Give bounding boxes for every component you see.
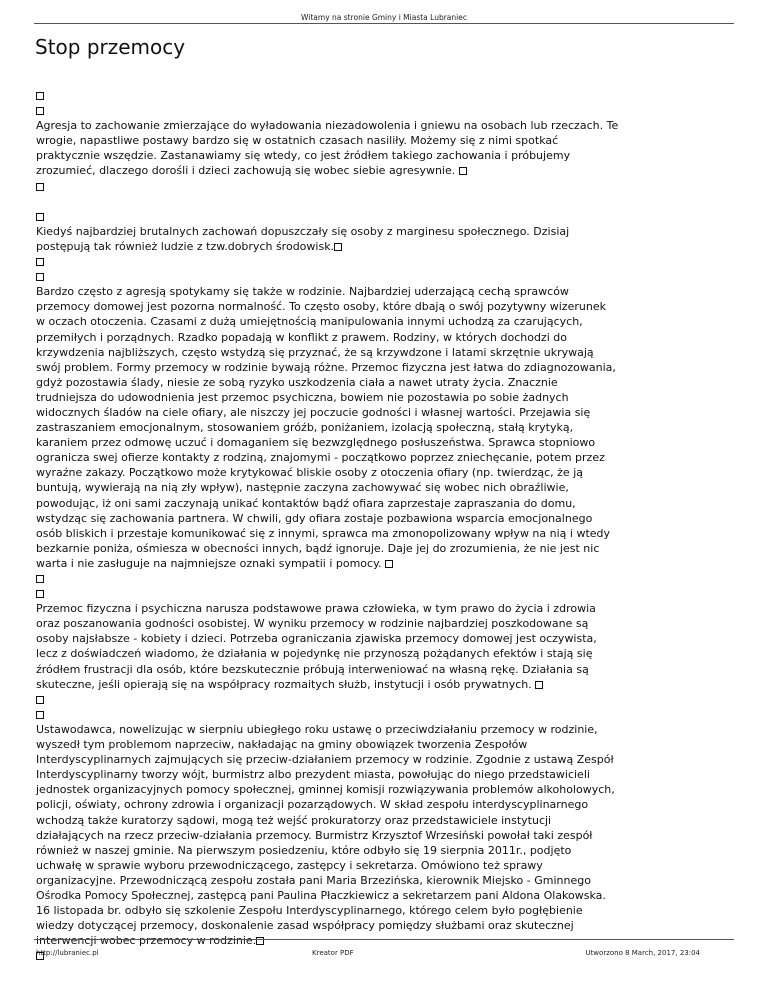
article-line bbox=[36, 360, 732, 375]
missing-glyph-box-icon bbox=[36, 575, 44, 583]
article-line-text: również w naszej gminie. Na pierwszym posiedzeniu, które odbyło się 19 sierpnia 2011r., podjęto bbox=[36, 843, 572, 857]
article-line bbox=[36, 314, 732, 329]
missing-glyph-box-icon bbox=[36, 258, 44, 266]
article-line-text: buntują, wywierają na nią zły wpływ), następnie zaczyna zachowywać się wobec nich obraźliwie, bbox=[36, 481, 569, 495]
article-body bbox=[36, 88, 732, 963]
article-line bbox=[36, 194, 732, 209]
missing-glyph-box-icon bbox=[385, 560, 393, 568]
article-line-text: ogranicza swej ofierze kontakty z rodziną, znajomymi - początkowo poprzez zniechęcanie, potem przez bbox=[36, 451, 605, 465]
article-line-text: Agresja to zachowanie zmierzające do wyładowania niezadowolenia i gniewu na osobach lub rzeczach. Te bbox=[36, 119, 619, 133]
article-line-text: interwencji wobec przemocy w rodzinie. bbox=[36, 934, 257, 948]
article-line bbox=[36, 873, 732, 888]
article-line bbox=[36, 541, 732, 556]
article-line bbox=[36, 103, 732, 118]
missing-glyph-box-icon bbox=[36, 590, 44, 598]
article-line bbox=[36, 752, 732, 767]
article-line-text: powodując, iż oni sami zaczynają unikać kontaktów bądź ofiara zaprzestaje zapraszania do domu, bbox=[36, 496, 576, 510]
article-line-text: widocznych śladów na ciele ofiary, ale niszczy jej poczucie godności i własnej wartości. Przejawia się bbox=[36, 405, 591, 419]
article-line bbox=[36, 269, 732, 284]
article-line-text: wyszedł tym problemom naprzeciw, nakładając na gminy obowiązek tworzenia Zespołów bbox=[36, 738, 528, 752]
article-line bbox=[36, 858, 732, 873]
article-line bbox=[36, 843, 732, 858]
header-divider bbox=[34, 23, 734, 24]
article-line bbox=[36, 179, 732, 194]
footer-created-date: Utworzono 8 March, 2017, 23:04 bbox=[585, 949, 700, 957]
article-line bbox=[36, 556, 732, 571]
article-line bbox=[36, 631, 732, 646]
article-line bbox=[36, 299, 732, 314]
article-line-text: zrozumieć, dlaczego dorośli i dzieci zachowują się wobec siebie agresywnie. bbox=[36, 164, 459, 178]
article-line bbox=[36, 677, 732, 692]
footer-divider bbox=[34, 939, 734, 940]
article-line bbox=[36, 330, 732, 345]
article-line-text: policji, oświaty, ochrony zdrowia i organizacji pozarządowych. W skład zespołu interdyscyplinarnego bbox=[36, 798, 589, 812]
missing-glyph-box-icon bbox=[36, 273, 44, 281]
missing-glyph-box-icon bbox=[36, 183, 44, 191]
article-line bbox=[36, 903, 732, 918]
article-line bbox=[36, 933, 732, 948]
article-line-text: wyraźne zakazy. Początkowo może krytykować bliskie osoby z otoczenia ofiary (np. twierdząc, że ją bbox=[36, 466, 583, 480]
missing-glyph-box-icon bbox=[334, 243, 342, 251]
article-line-text: praktycznie wszędzie. Zastanawiamy się wtedy, co jest źródłem takiego zachowania i próbujemy bbox=[36, 149, 571, 163]
article-line-text: 16 listopada br. odbyło się szkolenie Zespołu Interdyscyplinarnego, którego celem było pogłębienie bbox=[36, 904, 583, 918]
article-line bbox=[36, 345, 732, 360]
missing-glyph-box-icon bbox=[36, 696, 44, 704]
article-line-text: wiedzy dotyczącej przemocy, doskonalenie zasad współpracy pomiędzy służbami oraz skutecznej bbox=[36, 919, 574, 933]
article-line-text: wrogie, napastliwe postawy bardzo się w ostatnich czasach nasiliły. Możemy się z nimi spotkać bbox=[36, 134, 559, 148]
article-line bbox=[36, 88, 732, 103]
article-line-text: lecz z doświadczeń wiadomo, że działania w pojedynkę nie przynoszą pożądanych efektów i stają się bbox=[36, 647, 593, 661]
missing-glyph-box-icon bbox=[535, 681, 543, 689]
article-line-text: źródłem frustracji dla osób, które bezskutecznie próbują interweniować na własną rękę. Działania są bbox=[36, 662, 589, 676]
article-line bbox=[36, 692, 732, 707]
article-line-text: skuteczne, jeśli opierają się na współpracy rozmaitych służb, instytucji i osób prywatnych. bbox=[36, 677, 536, 691]
article-line bbox=[36, 888, 732, 903]
article-line bbox=[36, 646, 732, 661]
article-line bbox=[36, 918, 732, 933]
article-line-text: Bardzo często z agresją spotykamy się także w rodzinie. Najbardziej uderzającą cechą sprawców bbox=[36, 285, 569, 299]
footer-url[interactable]: http://lubraniec.pl bbox=[36, 949, 99, 957]
article-line-text: Kiedyś najbardziej brutalnych zachowań dopuszczały się osoby z marginesu społecznego. Dzisiaj bbox=[36, 224, 570, 238]
article-line-text: zastraszaniem emocjonalnym, stosowaniem gróźb, poniżaniem, izolacją społeczną, stałą krytyką, bbox=[36, 421, 574, 435]
article-line bbox=[36, 209, 732, 224]
article-line-text: wstydząc się zachowania partnera. W chwili, gdy ofiara zostaje pozbawiona wsparcia emocjonalnego bbox=[36, 511, 593, 525]
article-line bbox=[36, 722, 732, 737]
article-line-text: wchodzą także kuratorzy sądowi, mogą też wejść prokuratorzy oraz przedstawiciele instytucji bbox=[36, 813, 552, 827]
article-line bbox=[36, 420, 732, 435]
article-line bbox=[36, 465, 732, 480]
article-line-text: uchwałę w sprawie wyboru przewodniczącego, zastępcy i sekretarza. Omówiono też sprawy bbox=[36, 858, 543, 872]
article-line-text: oraz poszanowania godności osobistej. W wyniku przemocy w rodzinie najbardziej poszkodowane są bbox=[36, 617, 589, 631]
article-line bbox=[36, 813, 732, 828]
article-line bbox=[36, 767, 732, 782]
article-line bbox=[36, 707, 732, 722]
article-line bbox=[36, 496, 732, 511]
article-line bbox=[36, 405, 732, 420]
article-line bbox=[36, 284, 732, 299]
missing-glyph-box-icon bbox=[36, 107, 44, 115]
missing-glyph-box-icon bbox=[36, 92, 44, 100]
article-line bbox=[36, 450, 732, 465]
article-line bbox=[36, 375, 732, 390]
article-line bbox=[36, 828, 732, 843]
article-line-text: jednostek organizacyjnych pomocy społecznej, gminnej komisji rozwiązywania problemów alkoholowych, bbox=[36, 783, 615, 797]
article-line-text: trudniejsza do udowodnienia jest przemoc psychiczna, bowiem nie pozostawia po sobie żadnych bbox=[36, 390, 569, 404]
article-line bbox=[36, 239, 732, 254]
article-line bbox=[36, 435, 732, 450]
article-line-text: krzywdzenia najbliższych, często wstydzą się przyznać, że są krzywdzone i latami skrzętnie ukrywają bbox=[36, 345, 594, 359]
article-line bbox=[36, 737, 732, 752]
article-line bbox=[36, 390, 732, 405]
article-line bbox=[36, 571, 732, 586]
article-line bbox=[36, 511, 732, 526]
article-line-text: Interdyscyplinarnych zajmujących się przeciw-działaniem przemocy w rodzinie. Zgodnie z ustawą Zespół bbox=[36, 753, 614, 767]
article-line-text: organizacyjne. Przewodniczącą zespołu została pani Maria Brzezińska, kierownik Miejsko - Gminnego bbox=[36, 873, 591, 887]
article-line-text: gdyż pozostawia ślady, niesie ze sobą ryzyko uszkodzenia ciała a nawet utraty życia. Znacznie bbox=[36, 375, 558, 389]
article-line bbox=[36, 480, 732, 495]
article-line bbox=[36, 586, 732, 601]
article-line-text: Ośrodka Pomocy Społecznej, zastępcą pani Paulina Płaczkiewicz a sekretarzem pani Aldona Olakowska. bbox=[36, 888, 606, 902]
article-line-text: Przemoc fizyczna i psychiczna narusza podstawowe prawa człowieka, w tym prawo do życia i zdrowia bbox=[36, 602, 596, 616]
article-line bbox=[36, 782, 732, 797]
article-line-text: swój problem. Formy przemocy w rodzinie bywają różne. Przemoc fizyczna jest łatwa do zdiagnozowania, bbox=[36, 360, 616, 374]
article-line-text: przemiłych i porządnych. Rzadko popadają w konflikt z prawem. Rodziny, w których dochodzi do bbox=[36, 330, 567, 344]
article-line-text: osoby najsłabsze - kobiety i dzieci. Potrzeba ograniczania zjawiska przemocy domowej jest oczywista, bbox=[36, 632, 597, 646]
article-line-text: bezkarnie poniża, ośmiesza w obecności innych, bądź ignoruje. Daje jej do zrozumienia, że nie jest nic bbox=[36, 541, 600, 555]
article-line-text: karaniem przez odmowę uczuć i domaganiem się bezwzględnego posłuszeństwa. Sprawca stopniowo bbox=[36, 436, 596, 450]
missing-glyph-box-icon bbox=[36, 711, 44, 719]
article-line-text: działających na rzecz przeciw-działania przemocy. Burmistrz Krzysztof Wrzesiński powołał taki zespół bbox=[36, 828, 593, 842]
article-line bbox=[36, 118, 732, 133]
missing-glyph-box-icon bbox=[36, 213, 44, 221]
article-line-text: Ustawodawca, nowelizując w sierpniu ubiegłego roku ustawę o przeciwdziałaniu przemocy w rodzinie, bbox=[36, 722, 598, 736]
article-line bbox=[36, 797, 732, 812]
article-line bbox=[36, 526, 732, 541]
article-line bbox=[36, 662, 732, 677]
article-title: Stop przemocy bbox=[35, 35, 186, 59]
article-line-text: w oczach otoczenia. Czasami z dużą umiejętnością manipulowania innymi uchodzą za czarujących, bbox=[36, 315, 583, 329]
article-line-text: przemocy domowej jest pozorna normalność. To często osoby, które dbają o swój pozytywny wizerunek bbox=[36, 300, 606, 314]
article-line bbox=[36, 133, 732, 148]
article-line bbox=[36, 148, 732, 163]
article-line bbox=[36, 254, 732, 269]
article-line-text: postępują tak również ludzie z tzw.dobrych środowisk. bbox=[36, 239, 335, 253]
article-line-text: Interdyscyplinarny tworzy wójt, burmistrz albo prezydent miasta, powołując do niego przedstawicieli bbox=[36, 768, 590, 782]
missing-glyph-box-icon bbox=[459, 167, 467, 175]
article-line bbox=[36, 224, 732, 239]
article-line-text: warta i nie zasługuje na najmniejsze oznaki sympatii i pomocy. bbox=[36, 556, 386, 570]
footer-generator: Kreator PDF bbox=[312, 949, 354, 957]
article-line-text: osób bliskich i przestaje komunikować się z innymi, sprawca ma zmonopolizowany wpływ na nią i wtedy bbox=[36, 526, 611, 540]
page-header: Witamy na stronie Gminy i Miasta Lubraniec bbox=[301, 13, 467, 22]
article-line bbox=[36, 601, 732, 616]
article-line bbox=[36, 163, 732, 178]
article-line bbox=[36, 616, 732, 631]
